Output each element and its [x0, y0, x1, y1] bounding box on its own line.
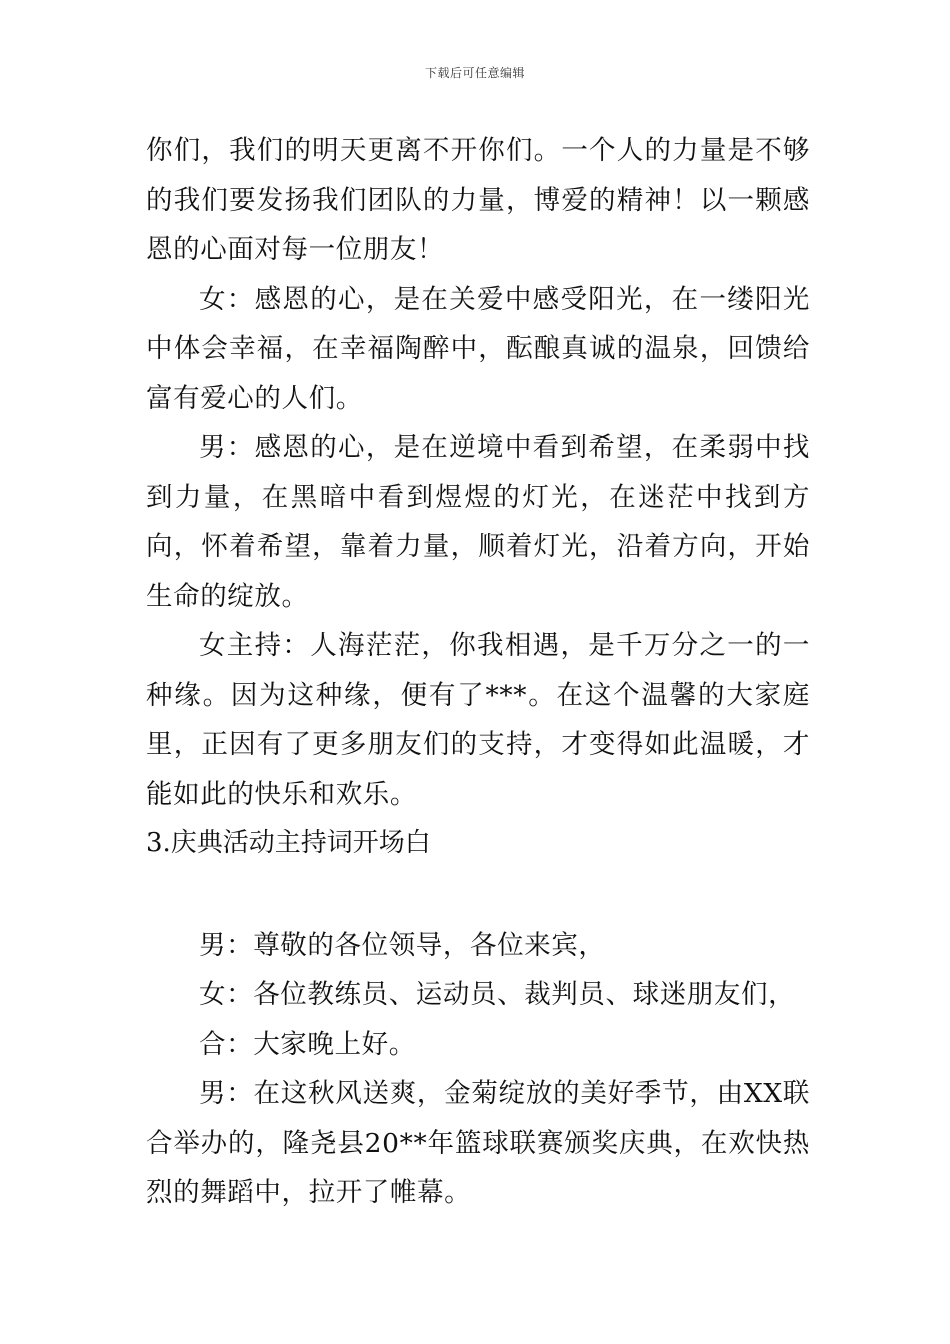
paragraph-together-greeting: 合：大家晚上好。	[199, 1028, 416, 1060]
section-heading: 3.庆典活动主持词开场白	[146, 828, 431, 858]
paragraph-female-greeting: 女：各位教练员、运动员、裁判员、球迷朋友们，	[199, 979, 796, 1010]
paragraph-female-host-2: 女主持：人海茫茫，你我相遇，是千万分之一的一种缘。因为这种缘，便有了***。在这个温馨的大家庭里，正因有了更多朋友们的支持，才变得如此温暖，才能如此的快乐和欢乐。	[146, 630, 810, 810]
page-header-note: 下载后可任意编辑	[424, 66, 525, 80]
section-spacer	[146, 869, 810, 921]
paragraph-female-host-1: 女：感恩的心，是在关爱中感受阳光，在一缕阳光中体会幸福，在幸福陶醉中，酝酿真诚的温泉，回馈给富有爱心的人们。	[146, 283, 810, 414]
paragraph-male-opening: 男：在这秋风送爽，金菊绽放的美好季节，由XX联合举办的，隆尧县20**年篮球联赛颁奖庆典，在欢快热烈的舞蹈中，拉开了帷幕。	[146, 1078, 810, 1208]
paragraph-male-greeting: 男：尊敬的各位领导，各位来宾，	[199, 929, 606, 961]
paragraph-male-host-1: 男：感恩的心，是在逆境中看到希望，在柔弱中找到力量，在黑暗中看到煜煜的灯光，在迷茫中找到方向，怀着希望，靠着力量，顺着灯光，沿着方向，开始生命的绽放。	[146, 432, 810, 612]
document-body	[146, 126, 810, 1218]
paragraph-continuation: 你们，我们的明天更离不开你们。一个人的力量是不够的我们要发扬我们团队的力量，博爱的精神！以一颗感恩的心面对每一位朋友！	[146, 135, 810, 265]
